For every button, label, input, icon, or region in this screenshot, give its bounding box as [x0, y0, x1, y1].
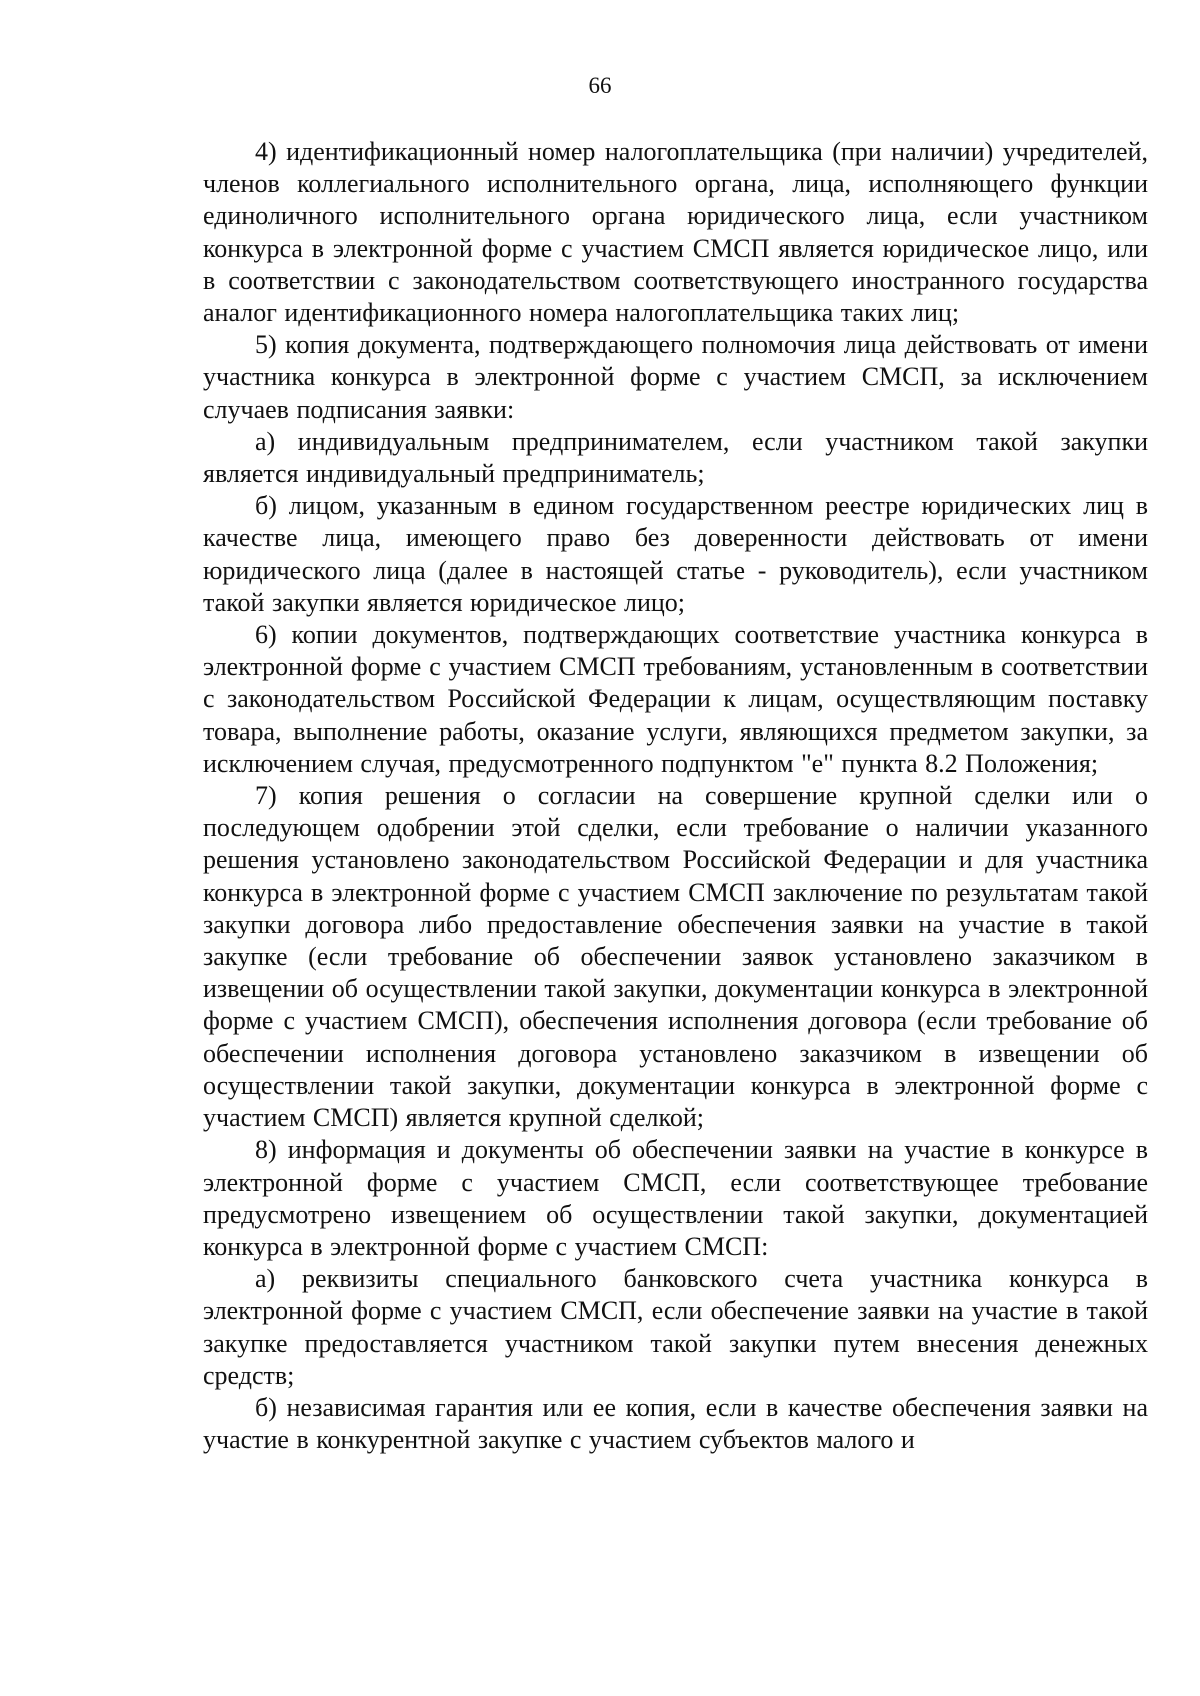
paragraph-subitem-5a: а) индивидуальным предпринимателем, если участником такой закупки является индивидуальный предприниматель; — [203, 426, 1148, 489]
paragraph-item-7-major-transaction-decision: 7) копия решения о согласии на совершение крупной сделки или о последующем одобрении этой сделки, если требование о наличии указанного решения установлено законодательством Российской Федерации и для участника конкурса в электронной форме с участием СМСП заключение по результатам такой закупки договора либо предоставление обеспечения заявки на участие в такой закупке (если требование об обеспечении заявок установлено заказчиком в извещении об осуществлении такой закупки, документации конкурса в электронной форме с участием СМСП), обеспечения исполнения договора (если требование об обеспечении исполнения договора установлено заказчиком в извещении об осуществлении такой закупки, документации конкурса в электронной форме с участием СМСП) является крупной сделкой; — [203, 781, 1148, 1133]
paragraph-subitem-5b: б) лицом, указанным в едином государственном реестре юридических лиц в качестве лица, имеющего право без доверенности действовать от имени юридического лица (далее в настоящей статье - руководитель), если участником такой закупки является юридическое лицо; — [203, 491, 1148, 617]
paragraph-item-4-taxpayer-id: 4) идентификационный номер налогоплательщика (при наличии) учредителей, членов коллегиального исполнительного органа, лица, исполняющего функции единоличного исполнительного органа юридического лица, если участником конкурса в электронной форме с участием СМСП является юридическое лицо, или в соответствии с законодательством соответствующего иностранного государства аналог идентификационного номера налогоплательщика таких лиц; — [203, 137, 1148, 328]
paragraph-item-6-compliance-documents: 6) копии документов, подтверждающих соответствие участника конкурса в электронной форме с участием СМСП требованиям, установленным в соответствии с законодательством Российской Федерации к лицам, осуществляющим поставку товара, выполнение работы, оказание услуги, являющихся предметом закупки, за исключением случая, предусмотренного подпунктом "е" пункта 8.2 Положения; — [203, 620, 1148, 778]
document-body — [203, 136, 1148, 1456]
page-number: 66 — [588, 73, 612, 98]
paragraph-subitem-8a: а) реквизиты специального банковского счета участника конкурса в электронной форме с участием СМСП, если обеспечение заявки на участие в такой закупке предоставляется участником такой закупки путем внесения денежных средств; — [203, 1264, 1148, 1390]
paragraph-subitem-8b: б) независимая гарантия или ее копия, если в качестве обеспечения заявки на участие в конкурентной закупке с участием субъектов малого и — [203, 1392, 1148, 1455]
paragraph-item-5-authority-document: 5) копия документа, подтверждающего полномочия лица действовать от имени участника конкурса в электронной форме с участием СМСП, за исключением случаев подписания заявки: — [203, 330, 1148, 424]
paragraph-item-8-bid-security: 8) информация и документы об обеспечении заявки на участие в конкурсе в электронной форме с участием СМСП, если соответствующее требование предусмотрено извещением об осуществлении такой закупки, документацией конкурса в электронной форме с участием СМСП: — [203, 1135, 1148, 1261]
